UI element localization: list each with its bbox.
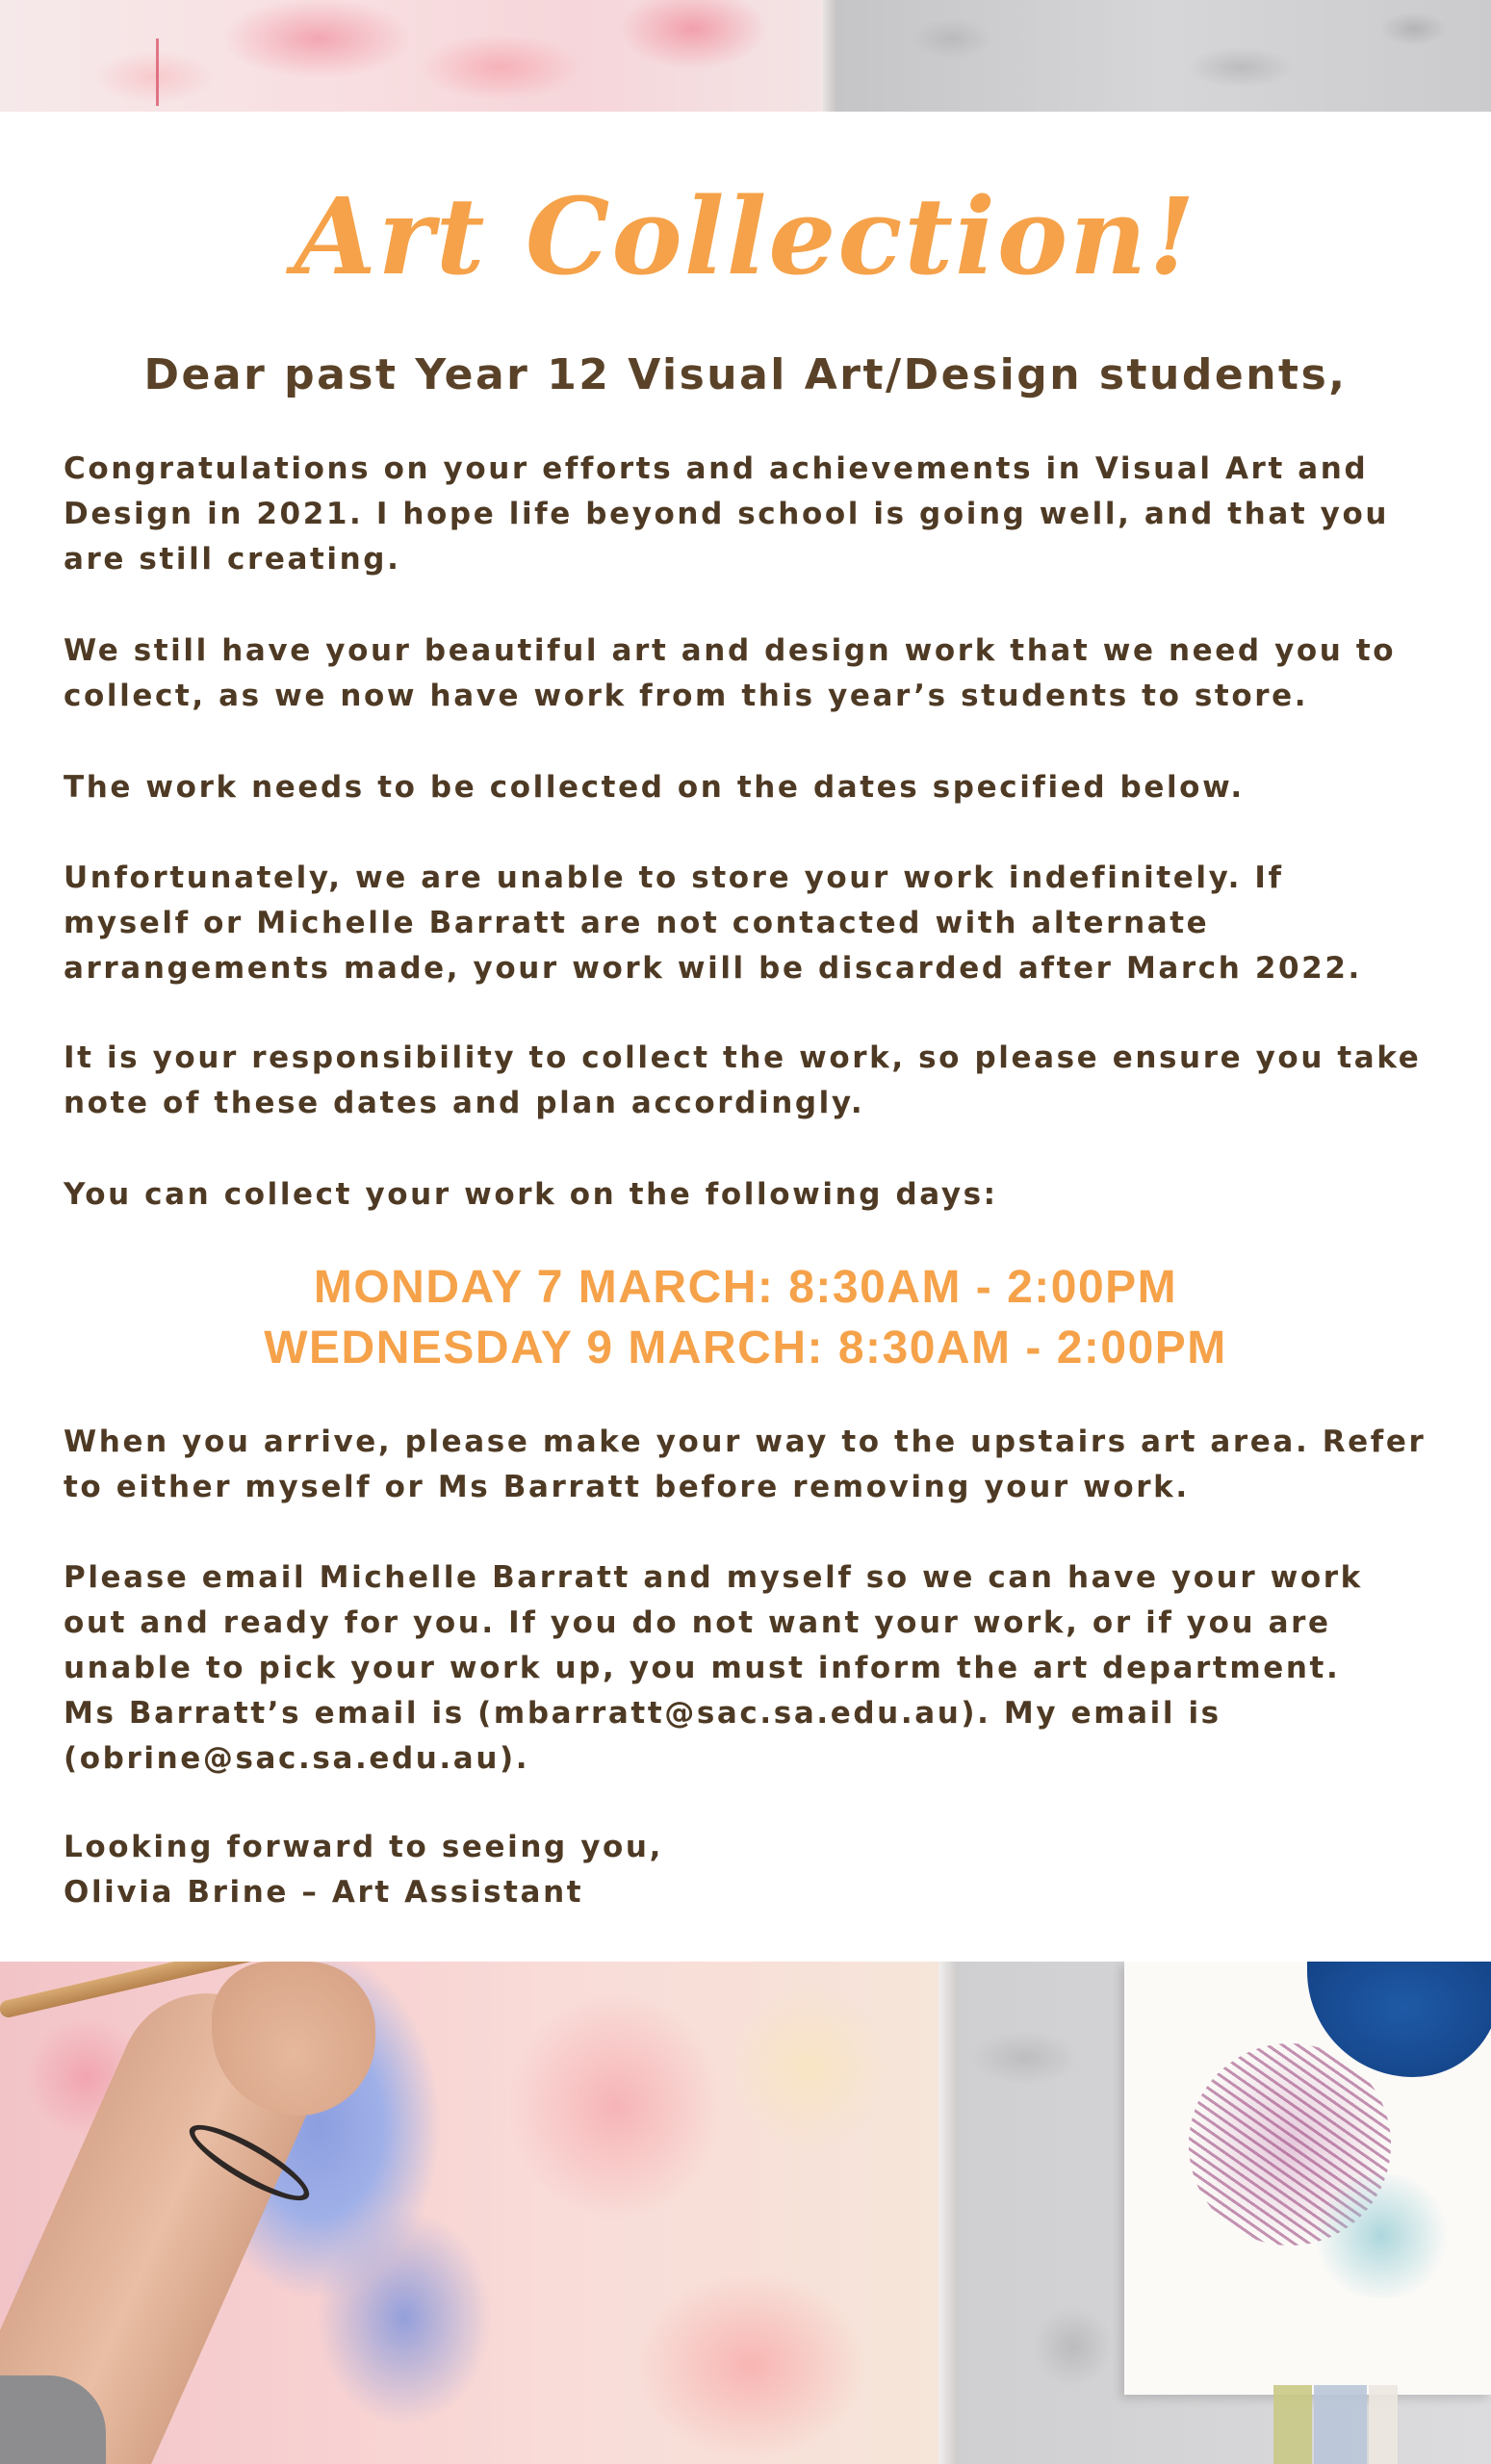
top-photo-banner xyxy=(0,0,1491,112)
painted-canvas-image xyxy=(0,0,828,112)
collection-date-item: MONDAY 7 MARCH: 8:30AM - 2:00PM xyxy=(313,1262,1178,1313)
teal-crayon-circle xyxy=(1309,2173,1453,2298)
canvas-edge xyxy=(938,1962,958,2464)
concrete-wall-image xyxy=(836,0,1491,112)
tape-strip xyxy=(1314,2385,1367,2464)
paint-drip xyxy=(156,38,159,106)
salutation-heading: Dear past Year 12 Visual Art/Design students, xyxy=(143,350,1348,399)
paragraph-unable-to-store: Unfortunately, we are unable to store your work indefinitely. If myself or Michelle Barratt are not contacted with alternate arrangements made, your work will be discarded after March 2022. xyxy=(64,860,1362,986)
paragraph-please-email: Please email Michelle Barratt and myself so we can have your work out and ready for you. If you do not want your work, or if you are unable to pick your work up, you must inform the art department. Ms Barratt’s email is (mbarratt@sac.sa.edu.au). My email is (obrine@sac.sa.edu.au). xyxy=(64,1560,1363,1776)
collection-date-item: WEDNESDAY 9 MARCH: 8:30AM - 2:00PM xyxy=(264,1322,1227,1373)
paragraph-congratulations: Congratulations on your efforts and achievements in Visual Art and Design in 2021. I hope life beyond school is going well, and that you are still creating. xyxy=(64,451,1390,577)
collection-dates-list xyxy=(0,1257,1491,1378)
canvas-edge xyxy=(823,0,836,112)
paragraph-when-you-arrive: When you arrive, please make your way to the upstairs art area. Refer to either myself or Ms Barratt before removing your work. xyxy=(64,1424,1427,1504)
tape-strip xyxy=(1273,2385,1312,2464)
bottom-photo-banner xyxy=(0,1962,1491,2464)
tape-strip xyxy=(1369,2385,1398,2464)
page-title: Art Collection! xyxy=(294,174,1197,298)
sign-off: Looking forward to seeing you, Olivia Brine – Art Assistant xyxy=(64,1830,663,1910)
paragraph-collection-dates: The work needs to be collected on the dates specified below. xyxy=(64,770,1245,805)
letter-content xyxy=(0,112,1491,1962)
paragraph-responsibility: It is your responsibility to collect the work, so please ensure you take note of these dates and plan accordingly. xyxy=(64,1040,1422,1120)
paragraph-following-days: You can collect your work on the following days: xyxy=(64,1177,998,1212)
paragraph-still-have-work: We still have your beautiful art and design work that we need you to collect, as we now have work from this year’s students to store. xyxy=(64,633,1397,713)
